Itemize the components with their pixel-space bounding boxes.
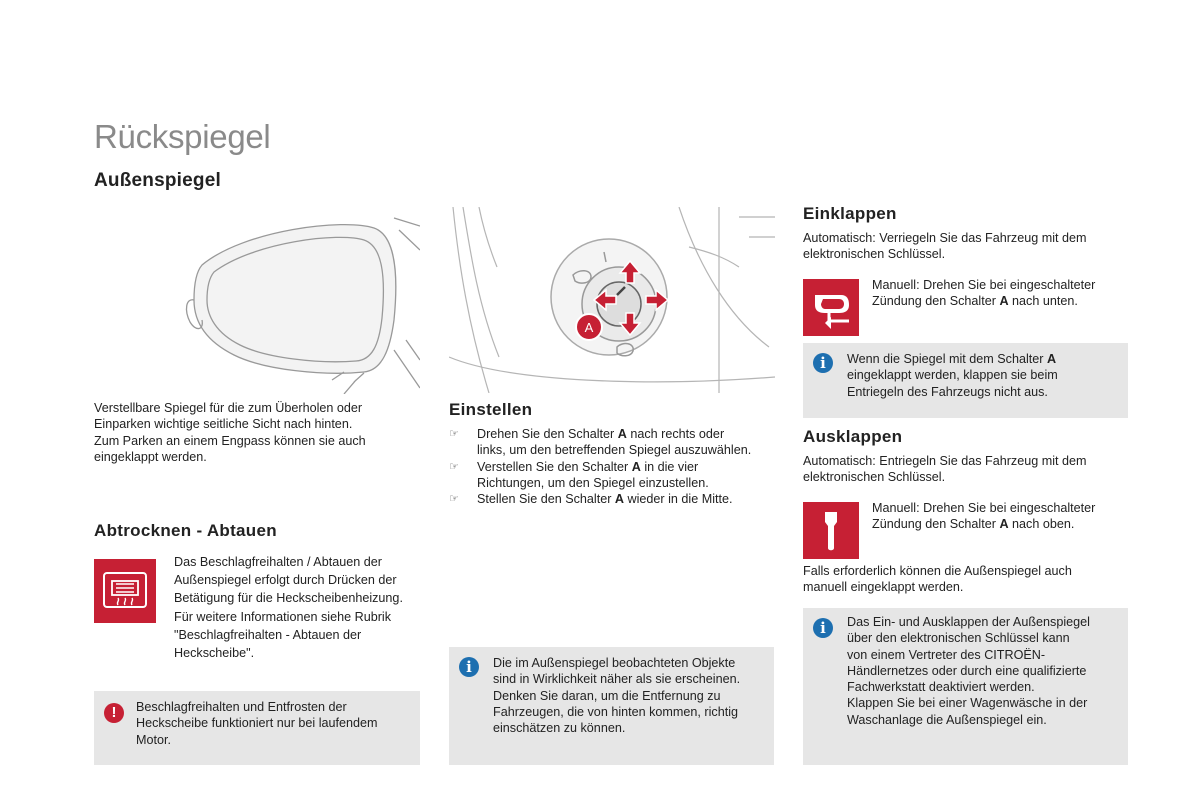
info-line: Das Ein- und Ausklappen der Außenspiegel <box>847 615 1090 629</box>
defrost-line: Für weitere Informationen siehe Rubrik <box>174 609 391 624</box>
defrost-line: Heckscheibe". <box>174 646 255 661</box>
fold-auto-line: elektronischen Schlüssel. <box>803 247 946 262</box>
adjust-title: Einstellen <box>449 400 533 419</box>
mirror-description <box>94 400 414 465</box>
info-line: Händlernetzes oder durch eine qualifizierte <box>847 663 1087 678</box>
unfold-info-box <box>803 608 1128 765</box>
adjust-step: ☞ Stellen Sie den Schalter A wieder in die Mitte. <box>449 492 733 507</box>
fold-auto-text <box>803 230 1133 263</box>
unfold-note-line: manuell eingeklappt werden. <box>803 580 964 595</box>
fold-switch-tile <box>803 279 859 336</box>
unfold-title: Ausklappen <box>803 427 903 446</box>
defrost-line: Das Beschlagfreihalten / Abtauen der <box>174 555 382 569</box>
switch-lever-icon <box>803 502 859 559</box>
defrost-line: "Beschlagfreihalten - Abtauen der <box>174 627 362 642</box>
info-line: einschätzen zu können. <box>493 721 626 736</box>
mirror-switch-illustration <box>449 207 775 393</box>
info-line: Waschanlage die Außenspiegel ein. <box>847 712 1047 727</box>
info-icon: i <box>459 657 479 677</box>
section-title: Außenspiegel <box>94 170 221 191</box>
unfold-auto-line: elektronischen Schlüssel. <box>803 470 946 485</box>
description-line: eingeklappt werden. <box>94 449 207 464</box>
info-line: von einem Vertreter des CITROËN- <box>847 647 1046 662</box>
unfold-note-text <box>803 563 1133 596</box>
adjust-step: ☞ Drehen Sie den Schalter A nach rechts oder links, um den betreffenden Spiegel auszuwählen. <box>449 427 752 458</box>
info-line: Die im Außenspiegel beobachteten Objekte <box>493 656 736 670</box>
pointing-hand-icon: ☞ <box>449 460 459 473</box>
page-title: Rückspiegel <box>94 118 271 155</box>
info-line: Fahrzeugen, die von hinten kommen, richtig <box>493 704 739 719</box>
warning-line: Beschlagfreihalten und Entfrosten der <box>136 700 347 714</box>
unfold-auto-text <box>803 453 1133 486</box>
fold-manual-text: Manuell: Drehen Sie bei eingeschalteter Zündung den Schalter A nach unten. <box>872 278 1096 309</box>
unfold-switch-tile <box>803 502 859 559</box>
description-line: Verstellbare Spiegel für die zum Überholen oder <box>94 401 363 415</box>
warning-line: Heckscheibe funktioniert nur bei laufendem <box>136 716 378 731</box>
fold-auto-line: Automatisch: Verriegeln Sie das Fahrzeug mit dem <box>803 231 1087 245</box>
pointing-hand-icon: ☞ <box>449 493 459 506</box>
description-line: Einparken wichtige seitliche Sicht nach hinten. <box>94 417 353 432</box>
description-line: Zum Parken an einem Engpass können sie auch <box>94 433 366 448</box>
info-icon: i <box>813 353 833 373</box>
rear-defrost-icon <box>94 559 156 623</box>
info-icon: i <box>813 618 833 638</box>
mirror-fold-icon <box>803 279 859 336</box>
mirror-illustration <box>94 210 420 394</box>
pointing-hand-icon: ☞ <box>449 428 459 440</box>
defrost-line: Außenspiegel erfolgt durch Drücken der <box>174 573 397 588</box>
defrost-warning-box <box>94 691 420 765</box>
adjust-steps <box>449 426 779 507</box>
unfold-manual-text: Manuell: Drehen Sie bei eingeschalteter Zündung den Schalter A nach oben. <box>872 501 1096 532</box>
mirror-distance-info-box <box>449 647 774 765</box>
switch-label-a: A <box>584 320 594 335</box>
unfold-auto-line: Automatisch: Entriegeln Sie das Fahrzeug mit dem <box>803 454 1087 468</box>
info-line: über den elektronischen Schlüssel kann <box>847 631 1070 646</box>
defrost-title: Abtrocknen - Abtauen <box>94 521 277 540</box>
warning-icon: ! <box>104 703 124 723</box>
fold-title: Einklappen <box>803 204 897 223</box>
unfold-note-line: Falls erforderlich können die Außenspiegel auch <box>803 564 1072 578</box>
fold-info-box: i Wenn die Spiegel mit dem Schalter A eingeklappt werden, klappen sie beim Entriegeln des Fahrzeugs nicht aus. <box>803 343 1128 418</box>
defrost-text <box>174 553 424 662</box>
warning-line: Motor. <box>136 732 171 747</box>
info-line: Denken Sie daran, um die Entfernung zu <box>493 688 721 703</box>
info-line: Klappen Sie bei einer Wagenwäsche in der <box>847 696 1088 711</box>
info-line: sind in Wirklichkeit näher als sie erscheinen. <box>493 672 741 687</box>
rear-defrost-button-tile <box>94 559 156 623</box>
defrost-line: Betätigung für die Heckscheibenheizung. <box>174 591 403 606</box>
adjust-step: ☞ Verstellen Sie den Schalter A in die vier Richtungen, um den Spiegel einzustellen. <box>449 459 709 490</box>
info-line: Fachwerkstatt deaktiviert werden. <box>847 680 1035 695</box>
